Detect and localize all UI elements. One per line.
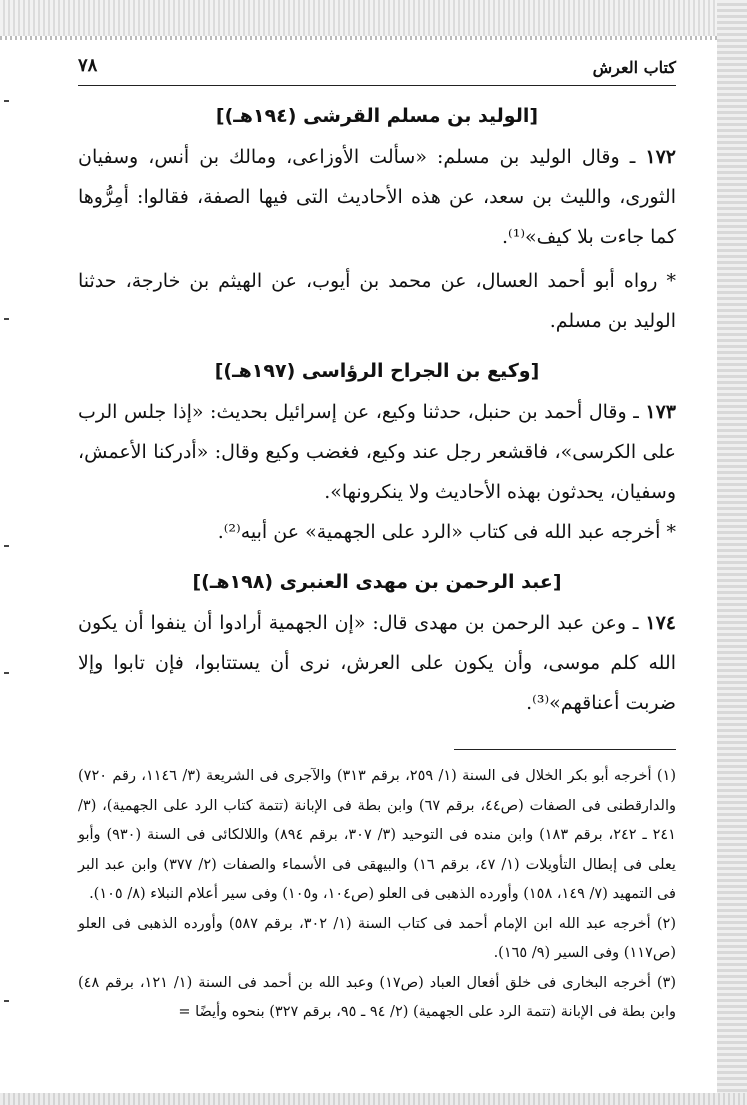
scan-border-top <box>0 0 747 40</box>
entry-text: ـ وقال أحمد بن حنبل، حدثنا وكيع، عن إسرائيل بحديث: «إذا جلس الرب على الكرسى»، فاقشعر رجل عند وكيع، فغضب وكيع وقال: «أدركنا الأعمش، وسفيان، يحدثون بهذه الأحاديث ولا ينكرونها». <box>78 401 676 503</box>
scan-margin-marks <box>0 0 20 1105</box>
entry-number: ١٧٣ <box>645 401 676 423</box>
entry-172 <box>78 137 676 257</box>
entry-text: ـ وعن عبد الرحمن بن مهدى قال: «إن الجهمية أرادوا أن ينفوا أن يكون الله كلم موسى، وأن يكون على العرش، نرى أن يستتابوا، فإن تابوا وإلا ضربت أعناقهم»⁽³⁾. <box>78 612 676 714</box>
footnote-2: (٢) أخرجه عبد الله ابن الإمام أحمد فى كتاب السنة (١/ ٣٠٢، برقم ٥٨٧) وأورده الذهبى فى العلو (ص١١٧) وفى السير (٩/ ١٦٥). <box>78 915 676 961</box>
section-heading-waki: [وكيع بن الجراح الرؤاسى (١٩٧هـ)] <box>214 360 540 382</box>
page-header <box>78 55 676 86</box>
entry-173 <box>78 392 676 512</box>
book-page <box>78 55 676 1028</box>
page-number: ٧٨ <box>78 55 98 76</box>
entry-174 <box>78 603 676 723</box>
book-title: كتاب العرش <box>592 58 676 77</box>
entry-number: ١٧٤ <box>645 612 676 634</box>
scan-border-bottom <box>0 1093 747 1105</box>
takhrij-172: * رواه أبو أحمد العسال، عن محمد بن أيوب، عن الهيثم بن خارجة، حدثنا الوليد بن مسلم. <box>78 270 676 332</box>
scan-border-right <box>717 0 747 1105</box>
entry-number: ١٧٢ <box>645 146 676 168</box>
footnote-3: (٣) أخرجه البخارى فى خلق أفعال العباد (ص١٧) وعبد الله بن أحمد فى السنة (١/ ١٢١، برقم ٤٨) وابن بطة فى الإبانة (تتمة الرد على الجهمية) (٢/ ٩٤ ـ ٩٥، برقم ٣٢٧) بنحوه وأيضًا = <box>78 974 676 1020</box>
section-heading-walid: [الوليد بن مسلم القرشى (١٩٤هـ)] <box>215 105 539 127</box>
takhrij-173: * أخرجه عبد الله فى كتاب «الرد على الجهمية» عن أبيه⁽²⁾. <box>217 521 676 543</box>
footnote-separator <box>454 749 676 750</box>
section-heading-abdurrahman: [عبد الرحمن بن مهدى العنبرى (١٩٨هـ)] <box>192 571 562 593</box>
footnote-1: (١) أخرجه أبو بكر الخلال فى السنة (١/ ٢٥٩، برقم ٣١٣) والآجرى فى الشريعة (٣/ ١١٤٦، رقم ٧٢٠) والدارقطنى فى الصفات (ص٤٤، برقم ٦٧) وابن بطة فى الإبانة (تتمة كتاب الرد على الجهمية)، (٣/ ٢٤١ ـ ٢٤٢، برقم ١٨٣) وابن منده فى التوحيد (٣/ ٣٠٧، برقم ٨٩٤) واللالكائى فى السنة (٩٣٠) وأبو يعلى فى إبطال التأويلات (١/ ٤٧، برقم ١٦) والبيهقى فى الأسماء والصفات (٢/ ٣٧٧) وابن عبد البر فى التمهيد (٧/ ١٤٩، ١٥٨) وأورده الذهبى فى العلو (ص١٠٤، و١٠٥) وفى سير أعلام النبلاء (٨/ ١٠٥). <box>78 768 676 902</box>
entry-text: ـ وقال الوليد بن مسلم: «سألت الأوزاعى، ومالك بن أنس، وسفيان الثورى، والليث بن سعد، عن هذه الأحاديث التى فيها الصفة، فقالوا: أمِرُّوها كما جاءت بلا كيف»⁽¹⁾. <box>78 146 676 248</box>
